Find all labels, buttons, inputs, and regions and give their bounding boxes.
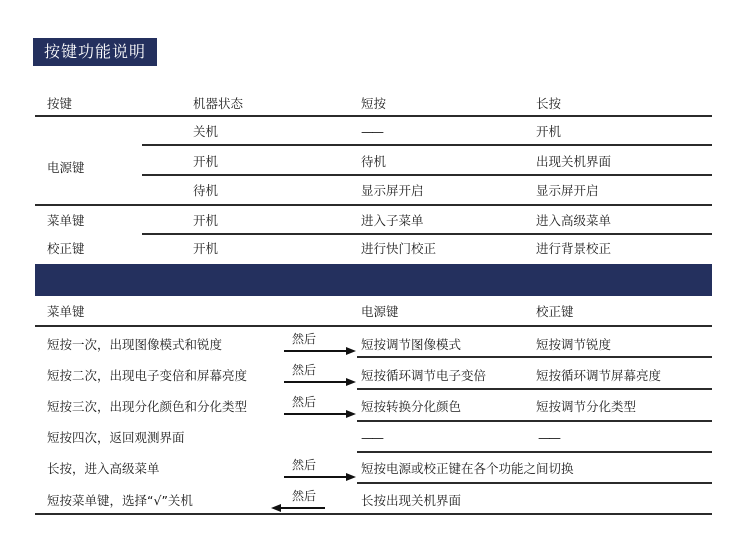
table-divider	[35, 204, 712, 206]
header-calib-key: 校正键	[536, 304, 574, 319]
cell-key: 菜单键	[47, 213, 85, 228]
arrow-right-icon	[283, 377, 357, 387]
cell-long: 显示屏开启	[536, 183, 599, 198]
section-band	[35, 264, 712, 296]
cell-power-action: ——	[361, 430, 382, 445]
cell-power-action: 短按调节图像模式	[361, 337, 462, 352]
cell-power-action: 短按电源或校正键在各个功能之间切换	[361, 461, 574, 476]
cell-power-action: 短按循环调节电子变倍	[361, 368, 487, 383]
cell-menu-action: 短按菜单键，选择“√”关机	[47, 493, 193, 508]
cell-menu-action: 短按三次，出现分化颜色和分化类型	[47, 399, 248, 414]
table-divider	[142, 174, 712, 176]
table-divider	[35, 513, 712, 515]
cell-power-action: 长按出现关机界面	[361, 493, 462, 508]
cell-calib-action: 短按调节分化类型	[536, 399, 637, 414]
header-long-press: 长按	[536, 96, 562, 111]
cell-state: 开机	[193, 154, 219, 169]
cell-short: 待机	[361, 154, 387, 169]
table-divider	[357, 420, 712, 422]
then-label: 然后	[292, 332, 317, 346]
cell-power-action: 短按转换分化颜色	[361, 399, 462, 414]
cell-state: 待机	[193, 183, 219, 198]
cell-menu-action: 短按四次，返回观测界面	[47, 430, 185, 445]
cell-calib-action: ——	[538, 430, 559, 445]
table-divider	[142, 233, 712, 235]
cell-short: 进行快门校正	[361, 241, 437, 256]
header-machine-state: 机器状态	[193, 96, 244, 111]
cell-state: 开机	[193, 213, 219, 228]
cell-short: 显示屏开启	[361, 183, 424, 198]
cell-menu-action: 短按一次，出现图像模式和锐度	[47, 337, 223, 352]
table-divider	[357, 388, 712, 390]
arrow-right-icon	[283, 472, 357, 482]
table-divider	[35, 115, 712, 117]
then-label: 然后	[292, 363, 317, 377]
power-key-label: 电源键	[47, 160, 85, 175]
then-label: 然后	[292, 458, 317, 472]
table-divider	[35, 325, 712, 327]
cell-key: 校正键	[47, 241, 85, 256]
cell-state: 开机	[193, 241, 219, 256]
cell-long: 开机	[536, 124, 562, 139]
arrow-right-icon	[283, 409, 357, 419]
arrow-right-icon	[283, 346, 357, 356]
then-label: 然后	[292, 489, 317, 503]
arrow-left-icon	[270, 503, 326, 513]
table-divider	[142, 144, 712, 146]
then-label: 然后	[292, 395, 317, 409]
cell-calib-action: 短按调节锐度	[536, 337, 612, 352]
cell-short: 进入子菜单	[361, 213, 424, 228]
cell-menu-action: 长按，进入高级菜单	[47, 461, 160, 476]
table-divider	[357, 356, 712, 358]
table-divider	[357, 451, 712, 453]
cell-long: 进入高级菜单	[536, 213, 612, 228]
header-power-key: 电源键	[361, 304, 399, 319]
cell-menu-action: 短按二次，出现电子变倍和屏幕亮度	[47, 368, 248, 383]
page-title: 按键功能说明	[33, 38, 157, 66]
cell-short: ——	[361, 124, 382, 139]
header-short-press: 短按	[361, 96, 387, 111]
header-key: 按键	[47, 96, 73, 111]
table-divider	[357, 482, 712, 484]
cell-calib-action: 短按循环调节屏幕亮度	[536, 368, 662, 383]
header-menu-key: 菜单键	[47, 304, 85, 319]
cell-long: 进行背景校正	[536, 241, 612, 256]
cell-long: 出现关机界面	[536, 154, 612, 169]
cell-state: 关机	[193, 124, 219, 139]
